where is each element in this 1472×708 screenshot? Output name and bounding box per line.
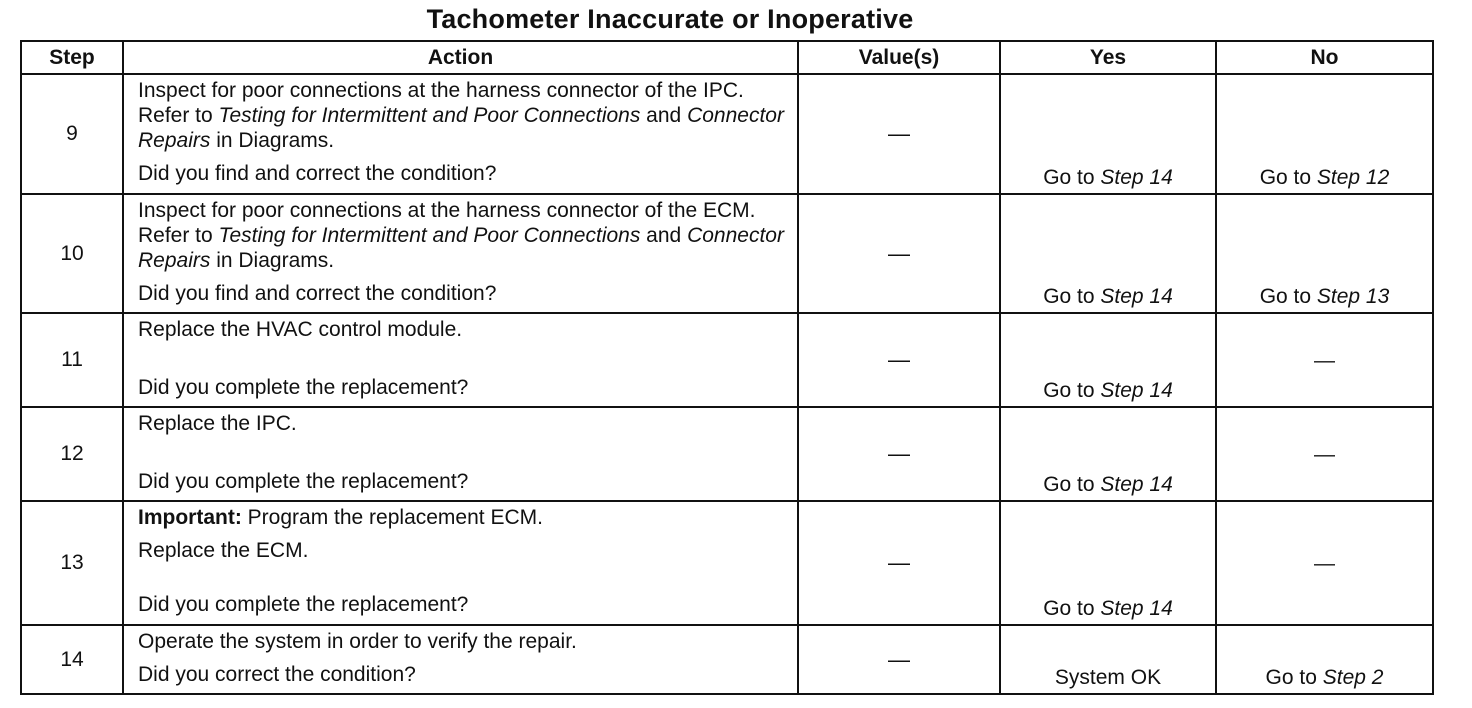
value-cell: —	[798, 74, 1000, 194]
action-text: Inspect for poor connections at the harness connector of the ECM. Refer to Testing for Intermittent and Poor Connections and Connector Repairs in Diagrams.	[138, 199, 784, 272]
action-question: Did you complete the replacement?	[138, 470, 469, 493]
table-row	[21, 194, 1433, 313]
step-reference: Step 14	[1100, 166, 1173, 189]
reference-link: Testing for Intermittent and Poor Connections	[218, 224, 641, 247]
step-reference: Step 13	[1316, 285, 1390, 308]
action-cell	[123, 407, 798, 501]
no-cell: Go to Step 12	[1216, 74, 1433, 194]
no-cell: Go to Step 2	[1216, 625, 1433, 694]
action-question: Did you complete the replacement?	[138, 593, 469, 616]
step-number: 12	[21, 407, 123, 501]
yes-cell: Go to Step 14	[1000, 501, 1216, 625]
header-no: No	[1216, 41, 1433, 74]
value-cell: —	[798, 501, 1000, 625]
table-row	[21, 625, 1433, 694]
yes-cell: Go to Step 14	[1000, 194, 1216, 313]
reference-link: Connector Repairs	[138, 104, 784, 152]
reference-link: Testing for Intermittent and Poor Connections	[218, 104, 641, 127]
action-text: Replace the HVAC control module.	[138, 318, 463, 341]
header-values: Value(s)	[798, 41, 1000, 74]
step-number: 14	[21, 625, 123, 694]
value-cell: —	[798, 625, 1000, 694]
step-number: 10	[21, 194, 123, 313]
step-number: 9	[21, 74, 123, 194]
step-reference: Step 12	[1316, 166, 1390, 189]
yes-cell: Go to Step 14	[1000, 407, 1216, 501]
no-cell: —	[1216, 407, 1433, 501]
action-cell	[123, 313, 798, 407]
no-cell: —	[1216, 501, 1433, 625]
step-reference: Step 2	[1322, 666, 1384, 689]
step-reference: Step 14	[1100, 379, 1173, 402]
table-row	[21, 74, 1433, 194]
action-question: Did you find and correct the condition?	[138, 162, 497, 185]
action-question: Did you correct the condition?	[138, 663, 416, 686]
table-row	[21, 313, 1433, 407]
table-row	[21, 407, 1433, 501]
action-question: Did you find and correct the condition?	[138, 282, 497, 305]
header-row	[21, 41, 1433, 74]
step-number: 13	[21, 501, 123, 625]
step-reference: Step 14	[1100, 473, 1173, 496]
no-cell: —	[1216, 313, 1433, 407]
action-cell	[123, 501, 798, 625]
step-number: 11	[21, 313, 123, 407]
action-cell	[123, 194, 798, 313]
important-note: Important: Program the replacement ECM.	[138, 506, 543, 529]
header-yes: Yes	[1000, 41, 1216, 74]
step-reference: Step 14	[1100, 285, 1173, 308]
table-row	[21, 501, 1433, 625]
action-cell	[123, 625, 798, 694]
table-title: Tachometer Inaccurate or Inoperative	[426, 4, 914, 34]
important-label: Important:	[138, 506, 242, 529]
action-text: Operate the system in order to verify the repair.	[138, 630, 577, 653]
action-text: Inspect for poor connections at the harness connector of the IPC. Refer to Testing for Intermittent and Poor Connections and Connector Repairs in Diagrams.	[138, 79, 784, 152]
action-text: Replace the ECM.	[138, 539, 309, 562]
reference-link: Connector Repairs	[138, 224, 784, 272]
header-step: Step	[21, 41, 123, 74]
value-cell: —	[798, 407, 1000, 501]
value-cell: —	[798, 313, 1000, 407]
diagnostic-table	[20, 40, 1434, 695]
yes-cell: Go to Step 14	[1000, 74, 1216, 194]
action-text: Replace the IPC.	[138, 412, 297, 435]
value-cell: —	[798, 194, 1000, 313]
step-reference: Step 14	[1100, 597, 1173, 620]
yes-cell: System OK	[1000, 625, 1216, 694]
no-cell: Go to Step 13	[1216, 194, 1433, 313]
header-action: Action	[123, 41, 798, 74]
action-cell	[123, 74, 798, 194]
action-question: Did you complete the replacement?	[138, 376, 469, 399]
yes-cell: Go to Step 14	[1000, 313, 1216, 407]
